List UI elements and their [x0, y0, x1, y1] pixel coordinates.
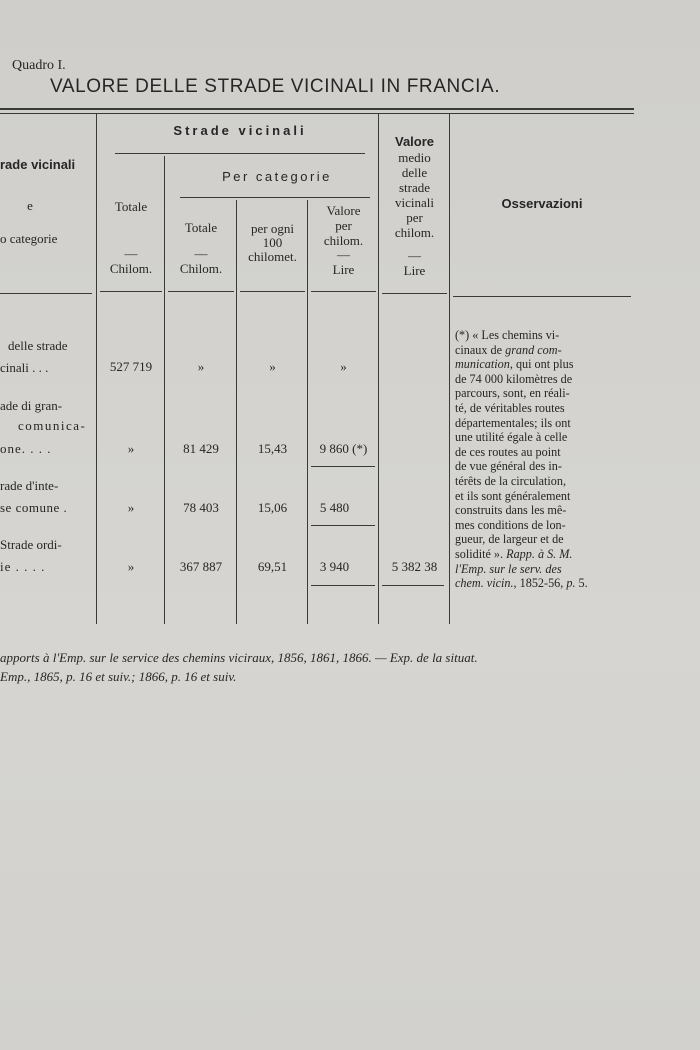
medio-header-3: delle	[401, 165, 428, 180]
per-ogni-header-3: chilomet.	[248, 249, 297, 264]
medio-header-4: strade	[398, 180, 431, 195]
header-bottom-rule	[100, 291, 162, 292]
cell-cat-totale: »	[197, 359, 205, 374]
cell-cat-totale: 81 429	[183, 441, 219, 456]
cell-totale: 527 719	[109, 359, 153, 374]
obs-line: té, de véritables routes	[455, 400, 565, 415]
cell-valore: 3 940	[319, 559, 350, 574]
obs-text: , 1852-56,	[513, 576, 567, 591]
dash: —	[408, 248, 421, 263]
obs-line: gueur, de largeur et de	[455, 532, 564, 547]
cell-per-ogni: »	[269, 359, 276, 374]
obs-line: de vue général des in-	[455, 459, 562, 474]
obs-line: térêts de la circulation,	[455, 473, 566, 488]
valore-unit: Lire	[332, 262, 355, 277]
obs-line: mes conditions de lon-	[455, 517, 566, 532]
valore-header-1: Valore	[326, 203, 361, 218]
cell-medio: 5 382 38	[391, 559, 438, 574]
dash: —	[124, 246, 138, 261]
medio-unit: Lire	[403, 263, 426, 278]
col1-header-line3: o categorie	[0, 231, 58, 246]
row-label: ie . . . .	[0, 559, 46, 574]
row-label: rade d'inte-	[0, 478, 59, 493]
obs-line: parcours, sont, en réali-	[455, 386, 570, 401]
table-number: Quadro I.	[12, 58, 66, 73]
header-bottom-rule	[382, 293, 447, 294]
medio-header-6: per	[406, 210, 423, 225]
medio-header-1: Valore	[394, 134, 435, 149]
obs-line: de ces routes au point	[455, 444, 561, 459]
footnote-line: apports à l'Emp. sur le service des chemins viciraux, 1856, 1861, 1866. — Exp. de la situat.	[0, 650, 478, 665]
obs-line: (*) « Les chemins vi-	[455, 328, 560, 342]
valore-header-3: chilom.	[323, 233, 364, 248]
totale-header: Totale	[114, 199, 148, 214]
dash: —	[337, 247, 350, 262]
row-label: ade di gran-	[0, 398, 63, 413]
header-bottom-rule	[311, 291, 376, 292]
totale-unit: Chilom.	[109, 261, 153, 276]
cell-rule	[311, 525, 375, 526]
cell-per-ogni: 15,06	[257, 500, 288, 515]
group-rule	[115, 153, 365, 154]
obs-line	[455, 547, 625, 562]
subgroup-header: Per categorie	[222, 169, 332, 184]
cell-cat-totale: 367 887	[179, 559, 223, 574]
obs-text: 5.	[575, 576, 588, 591]
cell-totale: »	[127, 500, 135, 515]
osservazioni-header: Osservazioni	[501, 196, 583, 211]
cell-per-ogni: 15,43	[257, 441, 288, 456]
medio-header-5: vicinali	[395, 195, 434, 210]
obs-italic: p.	[566, 576, 576, 591]
cell-per-ogni: 69,51	[257, 559, 288, 574]
valore-header-2: per	[335, 218, 352, 233]
cell-rule	[382, 585, 444, 586]
obs-italic: Rapp. à S. M.	[506, 546, 573, 561]
cell-cat-totale: 78 403	[183, 500, 219, 515]
header-bottom-rule	[168, 291, 234, 292]
row-label: se comune .	[0, 500, 68, 515]
obs-line: construits dans les mê-	[455, 503, 567, 518]
obs-line: départementales; ils ont	[455, 415, 571, 430]
per-ogni-header-1: per ogni	[251, 221, 294, 236]
col1-header-line2: e	[27, 198, 33, 213]
obs-line: une utilité égale à celle	[455, 430, 568, 445]
obs-italic: l'Emp. sur le serv. des	[455, 561, 562, 576]
row-label: one. . . .	[0, 441, 52, 456]
column-rule	[449, 114, 450, 624]
header-bottom-rule	[240, 291, 305, 292]
obs-text: cinaux de	[455, 342, 506, 357]
footnote-line: Emp., 1865, p. 16 et suiv.; 1866, p. 16 et suiv.	[0, 669, 237, 684]
obs-line	[455, 343, 625, 358]
obs-italic: munication	[455, 357, 510, 372]
obs-line	[455, 576, 625, 591]
obs-line: de 74 000 kilomètres de	[455, 371, 573, 386]
col1-header-line1: rade vicinali	[0, 157, 76, 172]
row-label: cinali . . .	[0, 360, 49, 375]
medio-header-2: medio	[398, 150, 431, 165]
medio-header-7: chilom.	[394, 225, 435, 240]
header-bottom-rule	[453, 296, 631, 297]
row-label: comunica-	[18, 418, 87, 433]
per-ogni-header-2: 100	[262, 235, 283, 250]
cell-valore: 5 480	[319, 500, 350, 515]
cat-totale-header: Totale	[184, 220, 218, 235]
obs-text: solidité ».	[455, 546, 507, 561]
cell-totale: »	[127, 559, 135, 574]
header-bottom-rule	[0, 293, 92, 294]
obs-italic: grand com-	[505, 342, 562, 357]
subgroup-rule	[180, 197, 370, 198]
obs-text: , qui ont plus	[509, 357, 574, 372]
obs-italic: chem. vicin.	[455, 576, 514, 591]
cell-rule	[311, 466, 375, 467]
cell-valore: 9 860 (*)	[319, 441, 368, 456]
cell-totale: »	[127, 441, 135, 456]
top-rule	[0, 108, 634, 110]
row-label: delle strade	[8, 338, 68, 353]
page-title: VALORE DELLE STRADE VICINALI IN FRANCIA.	[50, 76, 501, 97]
cell-rule	[311, 585, 375, 586]
obs-line	[455, 562, 625, 577]
group-header: Strade vicinali	[173, 123, 307, 138]
cat-totale-unit: Chilom.	[179, 261, 223, 276]
obs-line: et ils sont généralement	[455, 488, 571, 503]
dash: —	[194, 246, 208, 261]
row-label: Strade ordi-	[0, 537, 62, 552]
obs-line	[455, 357, 625, 372]
observation-note	[455, 328, 625, 591]
cell-valore: »	[340, 359, 347, 374]
